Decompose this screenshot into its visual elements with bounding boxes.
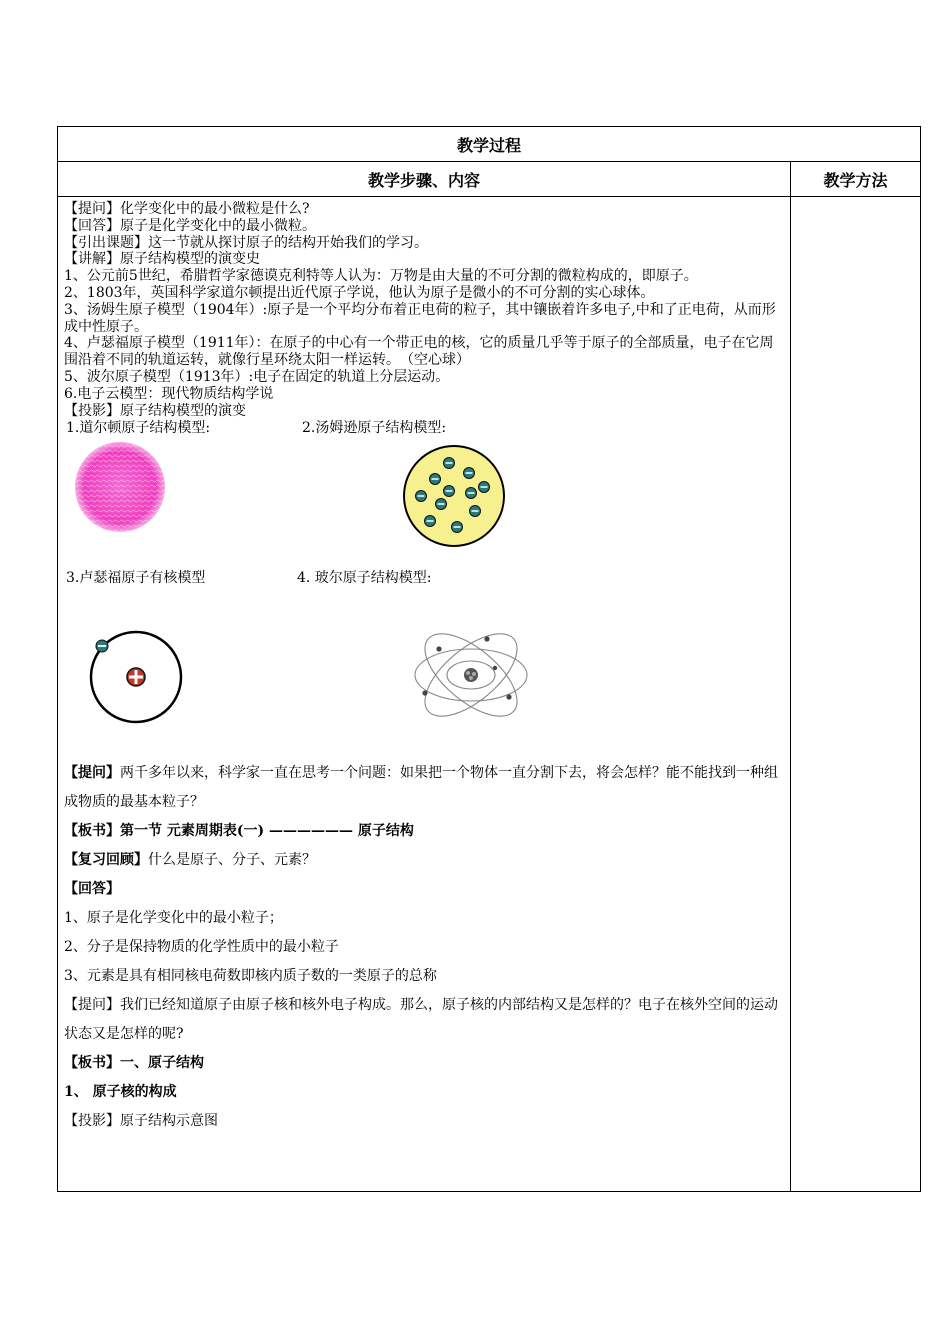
dalton-model-image	[72, 439, 168, 535]
lecture-block	[64, 759, 784, 1136]
bohr-model-image	[409, 627, 534, 723]
minus-sign-icon	[472, 511, 479, 513]
header-method: 教学方法	[791, 162, 921, 197]
paragraph: 【板书】第一节 元素周期表(一) —————— 原子结构	[64, 823, 414, 840]
bohr-caption: 4. 玻尔原子结构模型:	[297, 570, 432, 587]
paragraph: 【投影】原子结构示意图	[64, 1113, 218, 1130]
paragraph: 6.电子云模型：现代物质结构学说	[64, 385, 274, 402]
steps-cell	[58, 197, 791, 1192]
table-title: 教学过程	[58, 127, 921, 162]
rutherford-model-image	[84, 625, 184, 725]
rutherford-caption: 3.卢瑟福原子有核模型	[66, 570, 206, 587]
minus-sign-icon	[481, 487, 488, 489]
minus-sign-icon	[438, 504, 445, 506]
thomson-caption: 2.汤姆逊原子结构模型:	[302, 420, 447, 437]
intro-block	[64, 201, 784, 419]
paragraph: 【引出课题】这一节就从探讨原子的结构开始我们的学习。	[64, 234, 428, 251]
thomson-model-image	[399, 441, 509, 551]
minus-sign-icon	[468, 493, 475, 495]
paragraph: 1、原子是化学变化中的最小粒子；	[64, 910, 283, 927]
dalton-caption: 1.道尔顿原子结构模型:	[66, 420, 211, 437]
paragraph: 【提问】两千多年以来，科学家一直在思考一个问题：如果把一个物体一直分割下去，将会怎样？能不能找到一种组成物质的最基本粒子？	[64, 765, 778, 811]
header-steps: 教学步骤、内容	[58, 162, 791, 197]
paragraph: 【讲解】原子结构模型的演变史	[64, 251, 260, 268]
paragraph: 【回答】	[64, 881, 120, 898]
paragraph: 【提问】化学变化中的最小微粒是什么?	[64, 201, 310, 217]
paragraph: 3、汤姆生原子模型（1904年）:原子是一个平均分布着正电荷的粒子，其中镶嵌着许多电子,中和了正电荷，从而形成中性原子。	[64, 301, 776, 335]
paragraph: 2、分子是保持物质的化学性质中的最小粒子	[64, 939, 339, 956]
minus-sign-icon	[446, 491, 453, 493]
minus-sign-icon	[466, 473, 473, 475]
minus-sign-icon	[432, 479, 439, 481]
paragraph: 1、公元前5世纪，希腊哲学家德谟克利特等人认为：万物是由大量的不可分割的微粒构成的，即原子。	[64, 268, 698, 285]
minus-sign-icon	[427, 521, 434, 523]
paragraph: 【板书】一、原子结构	[64, 1055, 204, 1072]
paragraph: 2、1803年，英国科学家道尔顿提出近代原子学说，他认为原子是微小的不可分割的实心球体。	[64, 284, 655, 301]
minus-sign-icon	[446, 463, 453, 465]
paragraph: 【回答】原子是化学变化中的最小微粒。	[64, 217, 316, 234]
paragraph: 5、波尔原子模型（1913年）:电子在固定的轨道上分层运动。	[64, 368, 450, 385]
paragraph: 【复习回顾】什么是原子、分子、元素？	[64, 852, 316, 869]
paragraph: 4、卢瑟福原子模型（1911年）：在原子的中心有一个带正电的核，它的质量几乎等于原子的全部质量，电子在它周围沿着不同的轨道运转，就像行星环绕太阳一样运转。 （空心球）	[64, 335, 774, 369]
minus-sign-icon	[454, 527, 461, 529]
method-cell	[791, 197, 921, 1192]
paragraph: 【投影】原子结构模型的演变	[64, 402, 246, 419]
figure-row-2	[64, 569, 784, 759]
paragraph: 1、 原子核的构成	[64, 1084, 177, 1101]
lesson-table	[57, 126, 920, 1192]
paragraph: 3、元素是具有相同核电荷数即核内质子数的一类原子的总称	[64, 968, 437, 985]
paragraph: 【提问】我们已经知道原子由原子核和核外电子构成。那么，原子核的内部结构又是怎样的？电子在核外空间的运动状态又是怎样的呢?	[64, 997, 778, 1043]
figure-row-1	[64, 419, 784, 569]
minus-sign-icon	[418, 496, 425, 498]
